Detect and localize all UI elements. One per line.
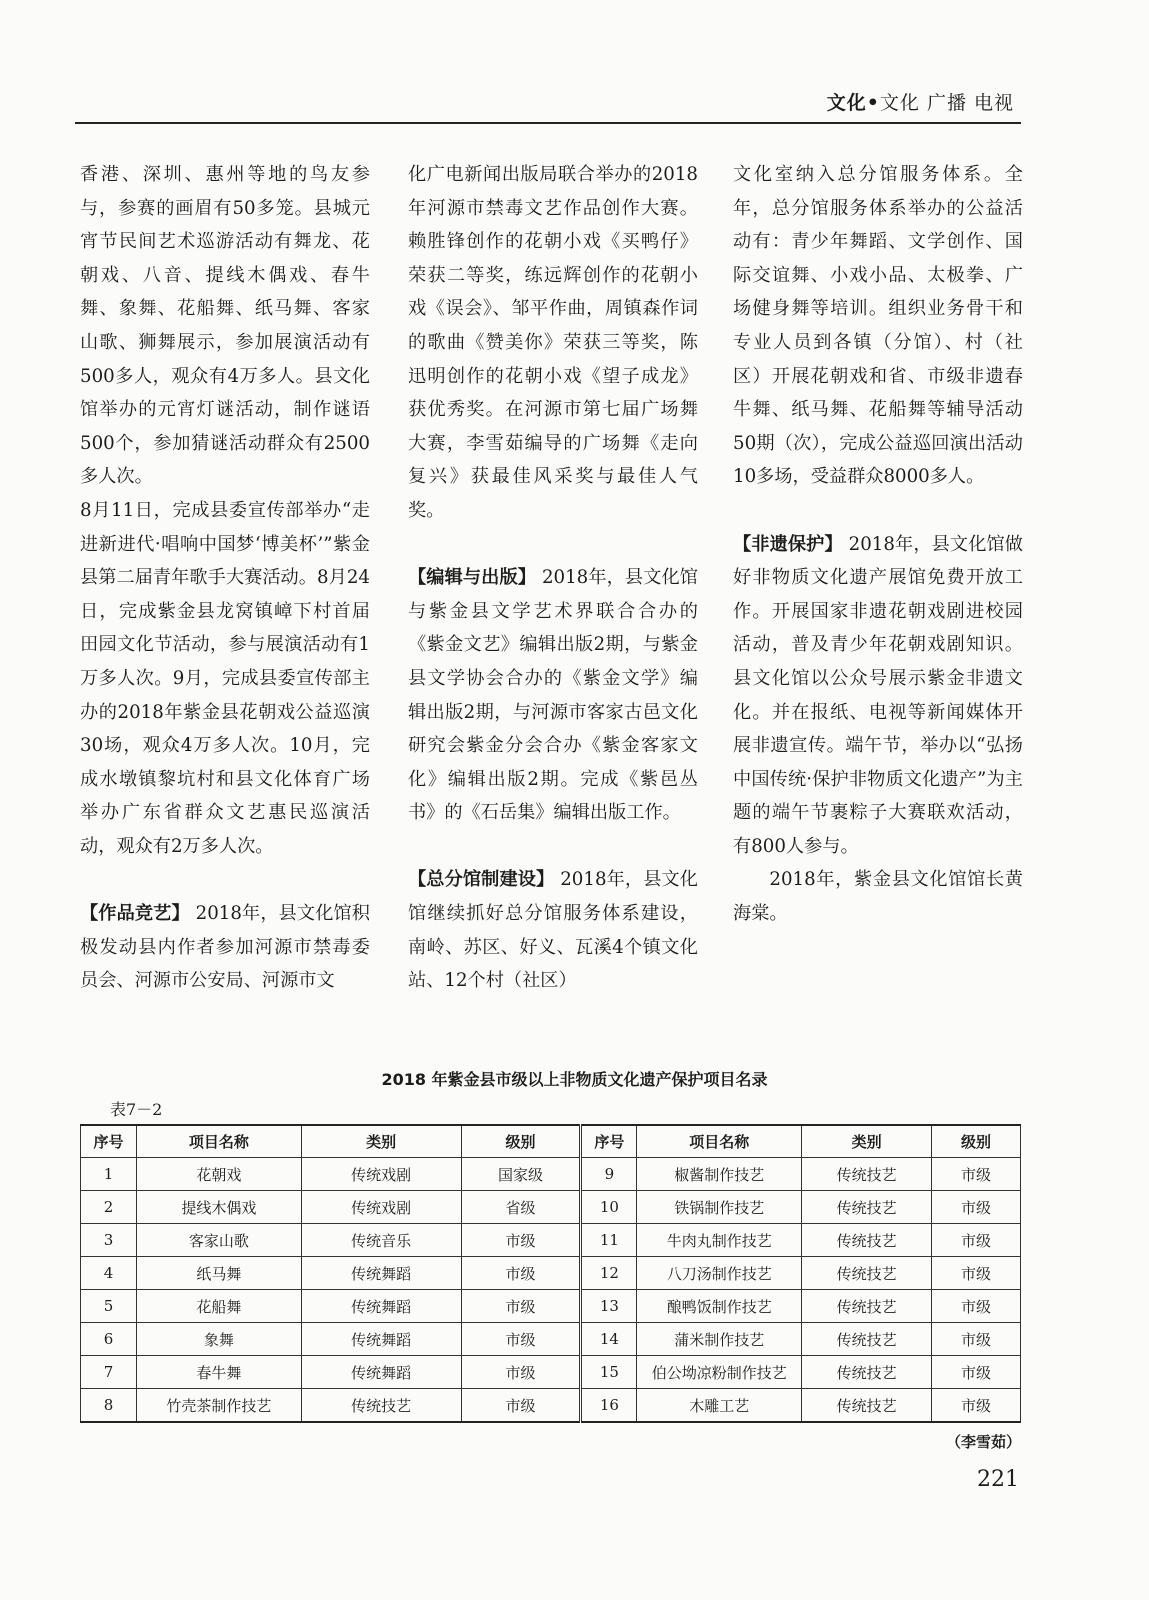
section-bianji-heading: 【编辑与出版】 [408,567,537,589]
cell-no: 15 [581,1356,637,1389]
cell-level: 市级 [461,1224,581,1257]
cell-name: 纸马舞 [136,1257,301,1290]
table-label: 表7－2 [110,1100,163,1119]
page-number: 221 [977,1467,1019,1492]
header-level-left: 级别 [461,1125,581,1158]
header-rule [75,122,1021,124]
cell-level: 市级 [461,1356,581,1389]
cell-level: 市级 [461,1257,581,1290]
col3-paragraph-1: 文化室纳入总分馆服务体系。全年，总分馆服务体系举办的公益活动有：青少年舞蹈、文学创作、国际交谊舞、小戏小品、太极拳、广场健身舞等培训。组织业务骨干和专业人员到各镇（分馆）、村（社区）开展花朝戏和省、市级非遗春牛舞、纸马舞、花船舞等辅导活动50期（次），完成公益巡回演出活动10多场，受益群众8000多人。 [733,164,1023,488]
col3-paragraph-last: 2018年，紫金县文化馆馆长黄海棠。 [733,869,1023,925]
cell-no: 2 [81,1191,137,1224]
cell-no: 10 [581,1191,637,1224]
heritage-table [80,1124,1021,1423]
section-bianji-text: 2018年，县文化馆与紫金县文学艺术界联合合办的《紫金文艺》编辑出版2期，与紫金县文学协会合办的《紫金文学》编辑出版2期，与河源市客家古邑文化研究会紫金分会合办《紫金客家文化》编辑出版2期。完成《紫邑丛书》的《石岳集》编辑出版工作。 [408,567,698,824]
cell-category: 传统技艺 [802,1224,932,1257]
cell-name: 牛肉丸制作技艺 [637,1224,802,1257]
table-row [81,1191,1021,1224]
column-1 [80,158,370,998]
cell-name: 花朝戏 [136,1158,301,1191]
cell-no: 12 [581,1257,637,1290]
header-sub: 文化 广播 电视 [879,92,1014,114]
cell-name: 提线木偶戏 [136,1191,301,1224]
cell-no: 16 [581,1389,637,1423]
cell-category: 传统技艺 [802,1257,932,1290]
cell-category: 传统戏剧 [301,1191,461,1224]
cell-name: 酿鸭饭制作技艺 [637,1290,802,1323]
cell-category: 传统技艺 [802,1158,932,1191]
header-dot: • [866,92,880,114]
cell-no: 14 [581,1323,637,1356]
cell-level: 省级 [461,1191,581,1224]
cell-category: 传统舞蹈 [301,1257,461,1290]
section-zuopin-text: 2018年，县文化馆积极发动县内作者参加河源市禁毒委员会、河源市公安局、河源市文 [80,903,370,992]
cell-no: 5 [81,1290,137,1323]
author: （李雪茹） [945,1433,1021,1451]
cell-level: 国家级 [461,1158,581,1191]
section-bianji [408,561,698,830]
cell-category: 传统戏剧 [301,1158,461,1191]
cell-name: 椒酱制作技艺 [637,1158,802,1191]
header-no-left: 序号 [81,1125,137,1158]
running-header [827,88,1014,115]
section-zuopin-heading: 【作品竞艺】 [80,903,190,925]
cell-level: 市级 [461,1290,581,1323]
header-name-left: 项目名称 [136,1125,301,1158]
section-zongfen [408,863,698,997]
cell-level: 市级 [932,1158,1021,1191]
cell-no: 6 [81,1323,137,1356]
cell-category: 传统技艺 [802,1323,932,1356]
cell-name: 八刀汤制作技艺 [637,1257,802,1290]
cell-level: 市级 [932,1290,1021,1323]
cell-name: 伯公坳凉粉制作技艺 [637,1356,802,1389]
cell-no: 1 [81,1158,137,1191]
cell-category: 传统技艺 [802,1191,932,1224]
cell-no: 13 [581,1290,637,1323]
cell-level: 市级 [461,1323,581,1356]
cell-name: 客家山歌 [136,1224,301,1257]
cell-level: 市级 [461,1389,581,1423]
cell-name: 蒲米制作技艺 [637,1323,802,1356]
section-feiyi-text: 2018年，县文化馆做好非物质文化遗产展馆免费开放工作。开展国家非遗花朝戏剧进校园活动，普及青少年花朝戏剧知识。县文化馆以公众号展示紫金非遗文化。并在报纸、电视等新闻媒体开展非遗宣传。端午节，举办以“弘扬中国传统·保护非物质文化遗产”为主题的端午节裹粽子大赛联欢活动，有800人参与。 [733,533,1023,857]
cell-no: 4 [81,1257,137,1290]
cell-category: 传统舞蹈 [301,1290,461,1323]
section-feiyi-heading: 【非遗保护】 [733,533,843,555]
table-row [81,1356,1021,1389]
col1-paragraph-1: 香港、深圳、惠州等地的鸟友参与，参赛的画眉有50多笼。县城元宵节民间艺术巡游活动有舞龙、花朝戏、八音、提线木偶戏、春牛舞、象舞、花船舞、纸马舞、客家山歌、狮舞展示，参加展演活动有500多人，观众有4万多人。县文化馆举办的元宵灯谜活动，制作谜语500个，参加猜谜活动群众有2500多人次。 [80,164,370,488]
table-title: 2018 年紫金县市级以上非物质文化遗产保护项目名录 [381,1070,768,1089]
cell-no: 9 [581,1158,637,1191]
cell-no: 8 [81,1389,137,1423]
header-no-right: 序号 [581,1125,637,1158]
cell-category: 传统技艺 [802,1356,932,1389]
cell-level: 市级 [932,1257,1021,1290]
cell-no: 3 [81,1224,137,1257]
cell-category: 传统技艺 [301,1389,461,1423]
cell-level: 市级 [932,1389,1021,1423]
cell-category: 传统技艺 [802,1389,932,1423]
cell-level: 市级 [932,1356,1021,1389]
cell-category: 传统舞蹈 [301,1323,461,1356]
table-header-row [81,1125,1021,1158]
header-category-left: 类别 [301,1125,461,1158]
header-name-right: 项目名称 [637,1125,802,1158]
cell-category: 传统音乐 [301,1224,461,1257]
section-zongfen-text: 2018年，县文化馆继续抓好总分馆服务体系建设，南岭、苏区、好义、瓦溪4个镇文化站、12个村（社区） [408,869,698,992]
header-level-right: 级别 [932,1125,1021,1158]
table-row [81,1158,1021,1191]
cell-name: 竹壳茶制作技艺 [136,1389,301,1423]
table-row [81,1290,1021,1323]
cell-name: 铁锅制作技艺 [637,1191,802,1224]
table-row [81,1224,1021,1257]
column-2 [408,158,698,998]
table-row [81,1257,1021,1290]
cell-no: 11 [581,1224,637,1257]
cell-name: 花船舞 [136,1290,301,1323]
cell-name: 春牛舞 [136,1356,301,1389]
cell-level: 市级 [932,1224,1021,1257]
section-feiyi [733,528,1023,864]
cell-name: 木雕工艺 [637,1389,802,1423]
section-zongfen-heading: 【总分馆制建设】 [408,869,555,891]
section-zuopin [80,897,370,998]
cell-level: 市级 [932,1191,1021,1224]
header-section: 文化 [826,92,867,114]
col2-paragraph-1: 化广电新闻出版局联合举办的2018年河源市禁毒文艺作品创作大赛。赖胜锋创作的花朝小戏《买鸭仔》荣获二等奖，练远辉创作的花朝小戏《误会》、邹平作曲，周镇森作词的歌曲《赞美你》荣获三等奖，陈迅明创作的花朝小戏《望子成龙》获优秀奖。在河源市第七届广场舞大赛，李雪茹编导的广场舞《走向复兴》获最佳风采奖与最佳人气奖。 [408,164,698,521]
cell-level: 市级 [932,1323,1021,1356]
cell-category: 传统舞蹈 [301,1356,461,1389]
column-3 [733,158,1023,931]
col1-paragraph-2: 8月11日，完成县委宣传部举办“走进新进代·唱响中国梦‘博美杯’”紫金县第二届青年歌手大赛活动。8月24日，完成紫金县龙窝镇嶂下村首届田园文化节活动，参与展演活动有1万多人次。9月，完成县委宣传部主办的2018年紫金县花朝戏公益巡演30场，观众4万多人次。10月，完成水墩镇黎坑村和县文化体育广场举办广东省群众文艺惠民巡演活动，观众有2万多人次。 [80,499,370,857]
cell-no: 7 [81,1356,137,1389]
table-row [81,1323,1021,1356]
cell-name: 象舞 [136,1323,301,1356]
header-category-right: 类别 [802,1125,932,1158]
cell-category: 传统技艺 [802,1290,932,1323]
table-row [81,1389,1021,1423]
